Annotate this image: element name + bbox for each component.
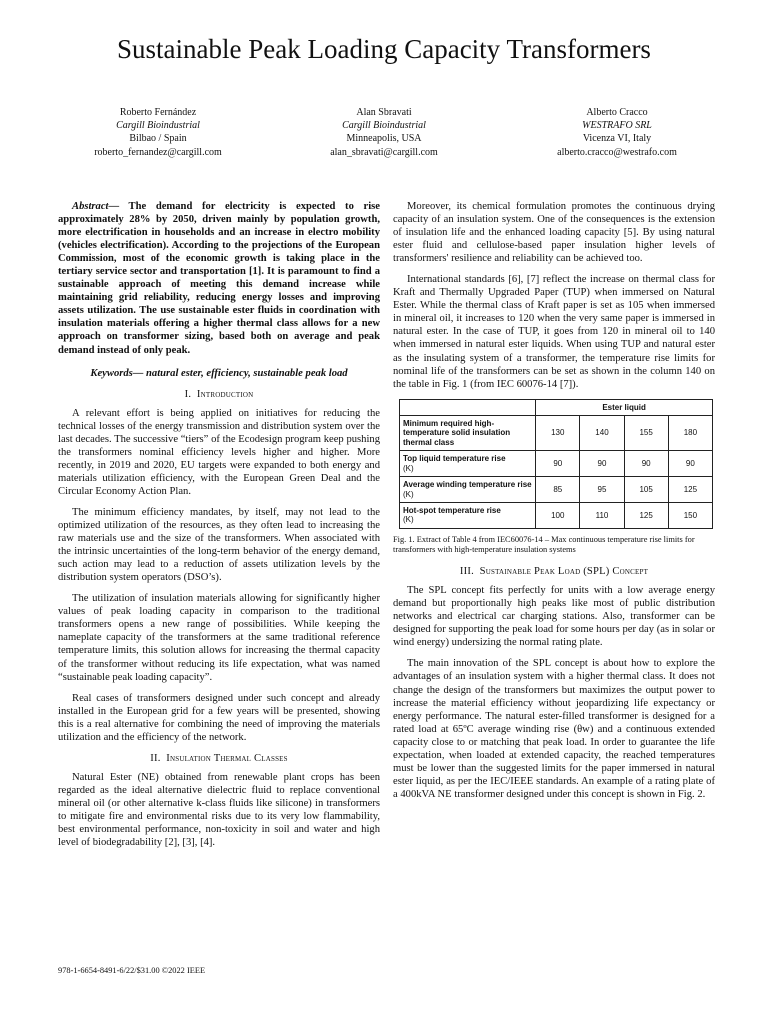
table-row	[400, 477, 713, 503]
paragraph: Real cases of transformers designed under such concept and already installed in the European grid for a few years will be presented, showing this is a real alternative for combining the need of improving the materials utilization and the efficiency of the network.	[58, 692, 380, 743]
table-row-unit: (K)	[403, 515, 414, 525]
table-row	[400, 451, 713, 477]
table-row-unit: (K)	[403, 489, 414, 499]
table-cell: 130	[536, 416, 580, 451]
table-cell: 90	[668, 451, 712, 477]
table-cell: 125	[624, 502, 668, 528]
section-heading-2	[58, 752, 380, 765]
keywords: Keywords— natural ester, efficiency, sustainable peak load	[90, 367, 348, 379]
table-cell: 95	[580, 477, 624, 503]
author-block-1	[43, 106, 273, 159]
author-affiliation: WESTRAFO SRL	[582, 120, 652, 132]
table-row-unit: (K)	[403, 463, 414, 473]
table-cell: 155	[624, 416, 668, 451]
table-cell: 90	[580, 451, 624, 477]
table-cell: 125	[668, 477, 712, 503]
abstract-text: — The demand for electricity is expected to rise approximately 28% by 2050, driven mainly by population growth, more electrification in households and an increase in electro mobility (vehicles electrification). According to the projections of the European Commission, most of the economic growth is taking place in the tertiary service sector and transportation [1]. It is paramount to find a sustainable approach of meeting this demand increase while maintaining grid reliability, reducing energy losses and improving assets utilization. The use sustainable ester fluids in coordination with insulation materials offering a higher thermal class allows for a new approach on transformer sizing, based both on average and peak demand instead of only peak.	[58, 201, 380, 356]
table-cell: 85	[536, 477, 580, 503]
thermal-limits-table	[399, 399, 713, 529]
table-row	[400, 416, 713, 451]
section-title: Sustainable Peak Load (SPL) Concept	[479, 566, 649, 578]
author-location: Vicenza VI, Italy	[582, 133, 652, 145]
table-cell: 90	[624, 451, 668, 477]
author-location: Minneapolis, USA	[346, 133, 422, 145]
paragraph: The SPL concept fits perfectly for units with a low average energy demand but proportionally high peaks like most of public distribution networks and electrical car charging stations. Also, transformer can be designed for supporting the peak load for some hours per day (as in solar or wind energy) undersizing the normal rating plate.	[393, 585, 715, 649]
table-row-label: Top liquid temperature rise (K)	[400, 451, 536, 477]
author-email: alan_sbravati@cargill.com	[330, 146, 438, 158]
table-cell: 100	[536, 502, 580, 528]
table-cell: 180	[668, 416, 712, 451]
author-block-3	[502, 106, 732, 159]
right-column	[393, 200, 715, 809]
author-email: roberto_fernandez@cargill.com	[94, 146, 222, 158]
table-row	[400, 502, 713, 528]
abstract-label: Abstract	[72, 201, 109, 212]
author-affiliation: Cargill Bioindustrial	[342, 120, 426, 132]
table-header: Ester liquid	[536, 399, 713, 415]
table-cell: 110	[580, 502, 624, 528]
copyright-footer: 978-1-6654-8491-6/22/$31.00 ©2022 IEEE	[58, 966, 206, 975]
table-cell: 105	[624, 477, 668, 503]
paragraph: Moreover, its chemical formulation promotes the continuous drying capacity of an insulation system. One of the consequences is the extension of insulation life and the enhanced loading capacity [5]. By using natural ester fluid and cellulose-based paper insulation higher levels of transformers' resilience and reliability can be achieved too.	[393, 201, 715, 265]
left-column	[58, 200, 380, 857]
table-cell: 90	[536, 451, 580, 477]
section-heading-3	[393, 565, 715, 578]
table-cell: 140	[580, 416, 624, 451]
author-name: Alberto Cracco	[586, 107, 648, 118]
table-row-label: Hot-spot temperature rise (K)	[400, 502, 536, 528]
section-number: III.	[459, 566, 474, 578]
table-row-label: Minimum required high-temperature solid insulation thermal class	[400, 416, 536, 451]
paragraph: The minimum efficiency mandates, by itself, may not lead to the optimized utilization of the resources, as they often lead to increasing the raw materials use and the size of the transformers. When associated with the intrinsic uncertainties of the long-term behavior of the energy demand, such action may lead to a reduction of assets utilization levels by the distribution system operators (DSO’s).	[58, 506, 380, 584]
paragraph: The main innovation of the SPL concept is about how to explore the advantages of an insulation system with a higher thermal class. It does not change the design of the transformers but maximizes the output power to increase the material efficiency without jeopardizing life expectancy or energy performance. The natural ester-filled transformer is designed for a rated load at 65ºC average winding rise (θw) and a continuous extended capacity close to or matching that peak load. In order to guarantee the life expectation, when loaded at extended capacity, the reached temperatures must be lower than the suggested limits for the paper immersed in natural ester liquid, as per the IEC/IEEE standards. An example of a rating plate of a 400kVA NE transformer designed under this concept is shown in Fig. 2.	[393, 658, 715, 800]
author-block-2	[269, 106, 499, 159]
table-row-label: Average winding temperature rise (K)	[400, 477, 536, 503]
author-email: alberto.cracco@westrafo.com	[557, 146, 677, 158]
author-affiliation: Cargill Bioindustrial	[116, 120, 200, 132]
section-number: I.	[184, 388, 192, 400]
author-location: Bilbao / Spain	[129, 133, 187, 145]
author-name: Roberto Fernández	[119, 107, 197, 118]
abstract	[58, 200, 380, 357]
table-corner-cell	[400, 399, 536, 415]
paragraph: Natural Ester (NE) obtained from renewable plant crops has been regarded as the ideal alternative dielectric fluid to replace conventional mineral oil (or other alternative k-class fluids like silicone) in transformers to mitigate fire and environmental risks due to its very low flammability, best environmental performance, non-toxicity in soil and water and high level of biodegradability [2], [3], [4].	[58, 771, 380, 849]
section-title: Introduction	[196, 388, 254, 400]
section-number: II.	[150, 752, 161, 764]
paragraph: The utilization of insulation materials allowing for significantly higher values of peak loading capacity in comparison to the traditional transformers opens a new range of possibilities. While keeping the nameplate capacity of the transformers at the same traditional reference temperature limits, this solution allows for increasing the thermal capacity of the transformer without reducing its life expectation, what was named “sustainable peak loading capacity”.	[58, 593, 380, 683]
paper-title: Sustainable Peak Loading Capacity Transformers	[117, 34, 651, 64]
table-cell: 150	[668, 502, 712, 528]
section-heading-1	[58, 388, 380, 401]
author-name: Alan Sbravati	[356, 107, 412, 118]
section-title: Insulation Thermal Classes	[166, 752, 288, 764]
paragraph: A relevant effort is being applied on initiatives for reducing the technical losses of the energy transmission and distribution system over the last decades. The successive “tiers” of the Ecodesign program keep pushing the transformers nominal efficiency levels higher and higher. More recently, in 2019 and 2020, EU targets were expanded to both energy and materials utilization efficiency, with the European Green Deal and the Circular Economy Action Plan.	[58, 407, 380, 497]
paragraph: International standards [6], [7] reflect the increase on thermal class for Kraft and Thermally Upgraded Paper (TUP) when immersed on Natural Ester. While the thermal class of Kraft paper is set as 105 when immersed in mineral oil, it increases to 120 when the very same paper is immersed in natural ester. In the case of TUP, it goes from 120 in mineral oil to 140 when immersed in natural ester liquids. When using TUP and natural ester as the insulating system of a transformer, the temperature rise limits for nominal life of the transformers can be set as shown in the column 140 on the table in Fig. 1 (from IEC 60076-14 [7]).	[393, 274, 715, 390]
table-header-row	[400, 399, 713, 415]
figure-caption: Fig. 1. Extract of Table 4 from IEC60076-14 – Max continuous temperature rise limits for transformers with high-temperature insulation systems	[393, 534, 695, 554]
